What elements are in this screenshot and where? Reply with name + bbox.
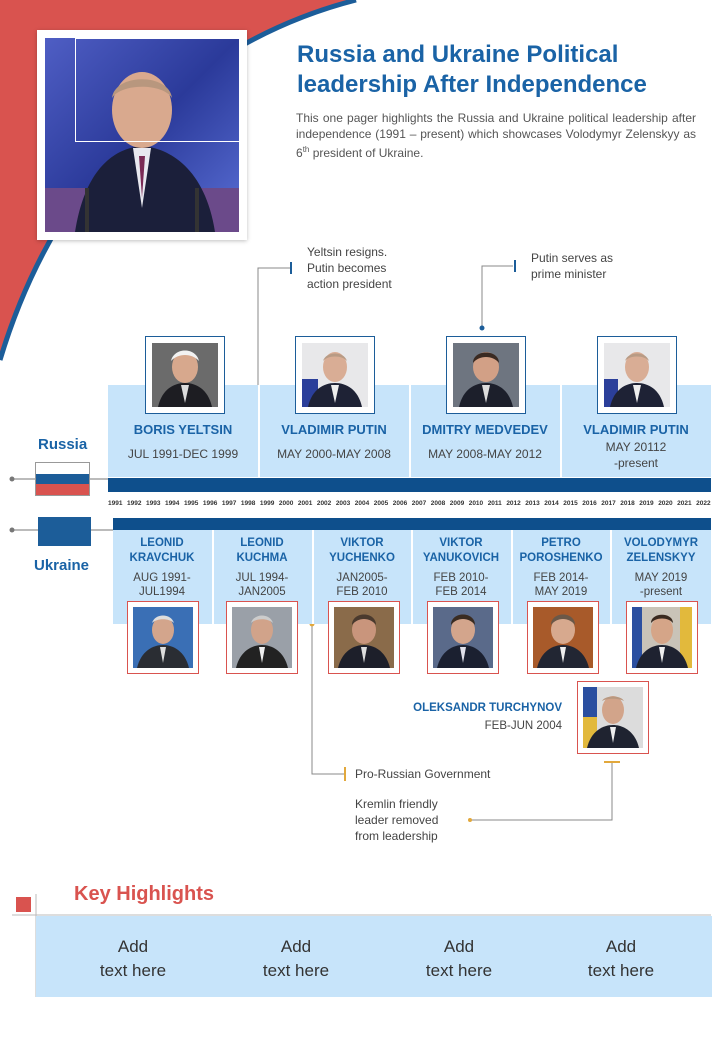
year-label: 2002: [316, 500, 332, 507]
year-label: 1997: [221, 500, 237, 507]
turchynov-date: FEB-JUN 2004: [484, 720, 562, 732]
year-label: 2010: [468, 500, 484, 507]
ukraine-leader-date: JAN2005- FEB 2010: [336, 572, 388, 598]
ukraine-label: Ukraine: [34, 557, 90, 574]
year-label: 2022: [696, 500, 711, 507]
russia-leader-date: MAY 2008-MAY 2012: [428, 447, 542, 461]
year-label: 2018: [620, 500, 635, 507]
year-label: 2020: [658, 500, 673, 507]
ukraine-leader-date: FEB 2014- MAY 2019: [533, 572, 589, 598]
medvedev-photo: [446, 336, 526, 414]
russia-flag-icon: [35, 462, 90, 496]
russia-label: Russia: [38, 436, 88, 453]
year-label: 2017: [601, 500, 616, 507]
year-label: 2008: [430, 500, 446, 507]
highlight-item: Add text here: [99, 937, 167, 980]
medvedev-portrait-icon: [453, 343, 519, 407]
year-label: 2005: [373, 500, 389, 507]
turchynov-photo: [577, 681, 649, 754]
putin-photo-1: [295, 336, 375, 414]
russia-leader-date: MAY 20112 -present: [605, 440, 667, 470]
year-label: 1998: [240, 500, 256, 507]
year-label: 1991: [108, 500, 123, 507]
year-label: 2007: [411, 500, 427, 507]
ukraine-leader-date: AUG 1991- JUL1994: [133, 572, 191, 598]
putin-photo-2: [597, 336, 677, 414]
yeltsin-portrait-icon: [152, 343, 218, 407]
highlight-item: Add text here: [425, 937, 493, 980]
kuchma-portrait-icon: [232, 607, 292, 668]
year-label: 2006: [392, 500, 408, 507]
ukraine-leader-name: LEONID KUCHMA: [236, 537, 288, 564]
year-label: 2019: [639, 500, 654, 507]
ukraine-leader-date: FEB 2010- FEB 2014: [433, 572, 489, 598]
note-pro-russian: Pro-Russian Government: [355, 767, 491, 781]
russia-leader-name: VLADIMIR PUTIN: [281, 422, 387, 437]
year-label: 2009: [449, 500, 465, 507]
year-axis: [108, 500, 711, 507]
yuchenko-portrait-icon: [334, 607, 394, 668]
year-label: 2004: [354, 500, 370, 507]
ukraine-leader-name: PETRO POROSHENKO: [519, 537, 603, 564]
highlight-item: Add text here: [262, 937, 330, 980]
turchynov-name: OLEKSANDR TURCHYNOV: [413, 702, 562, 714]
year-label: 2015: [563, 500, 578, 507]
russia-leader-name: VLADIMIR PUTIN: [583, 422, 689, 437]
yanukovich-photo: [427, 601, 499, 674]
zelenskyy-portrait-icon: [632, 607, 692, 668]
kravchuk-portrait-icon: [133, 607, 193, 668]
year-label: 1999: [259, 500, 275, 507]
yeltsin-photo: [145, 336, 225, 414]
putin-portrait-icon: [302, 343, 368, 407]
ukraine-leader-name: LEONID KRAVCHUK: [129, 537, 195, 564]
year-label: 2021: [677, 500, 692, 507]
year-label: 2016: [582, 500, 597, 507]
year-label: 2000: [278, 500, 294, 507]
year-label: 1992: [126, 500, 142, 507]
russia-leader-name: BORIS YELTSIN: [133, 422, 233, 437]
turchynov-portrait-icon: [583, 687, 643, 748]
note-kremlin: Kremlin friendly leader removed from leadership: [355, 797, 439, 843]
russia-leader-name: DMITRY MEDVEDEV: [422, 422, 548, 437]
yanukovich-portrait-icon: [433, 607, 493, 668]
intro-paragraph: This one pager highlights the Russia and Ukraine political leadership after independence (1991 – present) which showcases Volodymyr Zelenskyy as 6th president of Ukraine.: [296, 111, 696, 160]
highlight-item: Add text here: [587, 937, 655, 980]
note-yeltsin-resigns: Yeltsin resigns. Putin becomes action president: [307, 245, 392, 291]
year-label: 1994: [164, 500, 180, 507]
ukraine-leader-date: MAY 2019 -present: [634, 572, 688, 598]
year-label: 2003: [335, 500, 351, 507]
ukraine-leader-name: VIKTOR YUCHENKO: [329, 537, 395, 564]
zelenskyy-photo: [626, 601, 698, 674]
note-putin-pm: Putin serves as prime minister: [531, 251, 614, 281]
year-label: 2014: [544, 500, 559, 507]
ukraine-timeline-bar: [113, 518, 711, 530]
year-label: 2001: [297, 500, 313, 507]
yuchenko-photo: [328, 601, 400, 674]
year-label: 1995: [183, 500, 199, 507]
russia-leader-date: JUL 1991-DEC 1999: [127, 447, 239, 461]
ukraine-leader-name: VIKTOR YANUKOVICH: [422, 537, 500, 564]
ukraine-leader-date: JUL 1994- JAN2005: [235, 572, 289, 598]
ukraine-flag-icon: [38, 517, 91, 546]
ukraine-leader-name: VOLODYMYR ZELENSKYY: [623, 537, 699, 564]
year-label: 1993: [145, 500, 161, 507]
year-label: 2012: [506, 500, 521, 507]
kuchma-photo: [226, 601, 298, 674]
poroshenko-portrait-icon: [533, 607, 593, 668]
putin-portrait-icon: [604, 343, 670, 407]
kravchuk-photo: [127, 601, 199, 674]
year-label: 1996: [202, 500, 218, 507]
year-label: 2011: [487, 500, 502, 507]
poroshenko-photo: [527, 601, 599, 674]
key-highlights-title: Key Highlights: [74, 883, 215, 905]
year-label: 2013: [525, 500, 540, 507]
page-title: Russia and Ukraine Political leadership After Independence: [297, 41, 647, 98]
russia-timeline-bar: [108, 478, 711, 492]
russia-leader-date: MAY 2000-MAY 2008: [277, 447, 391, 461]
